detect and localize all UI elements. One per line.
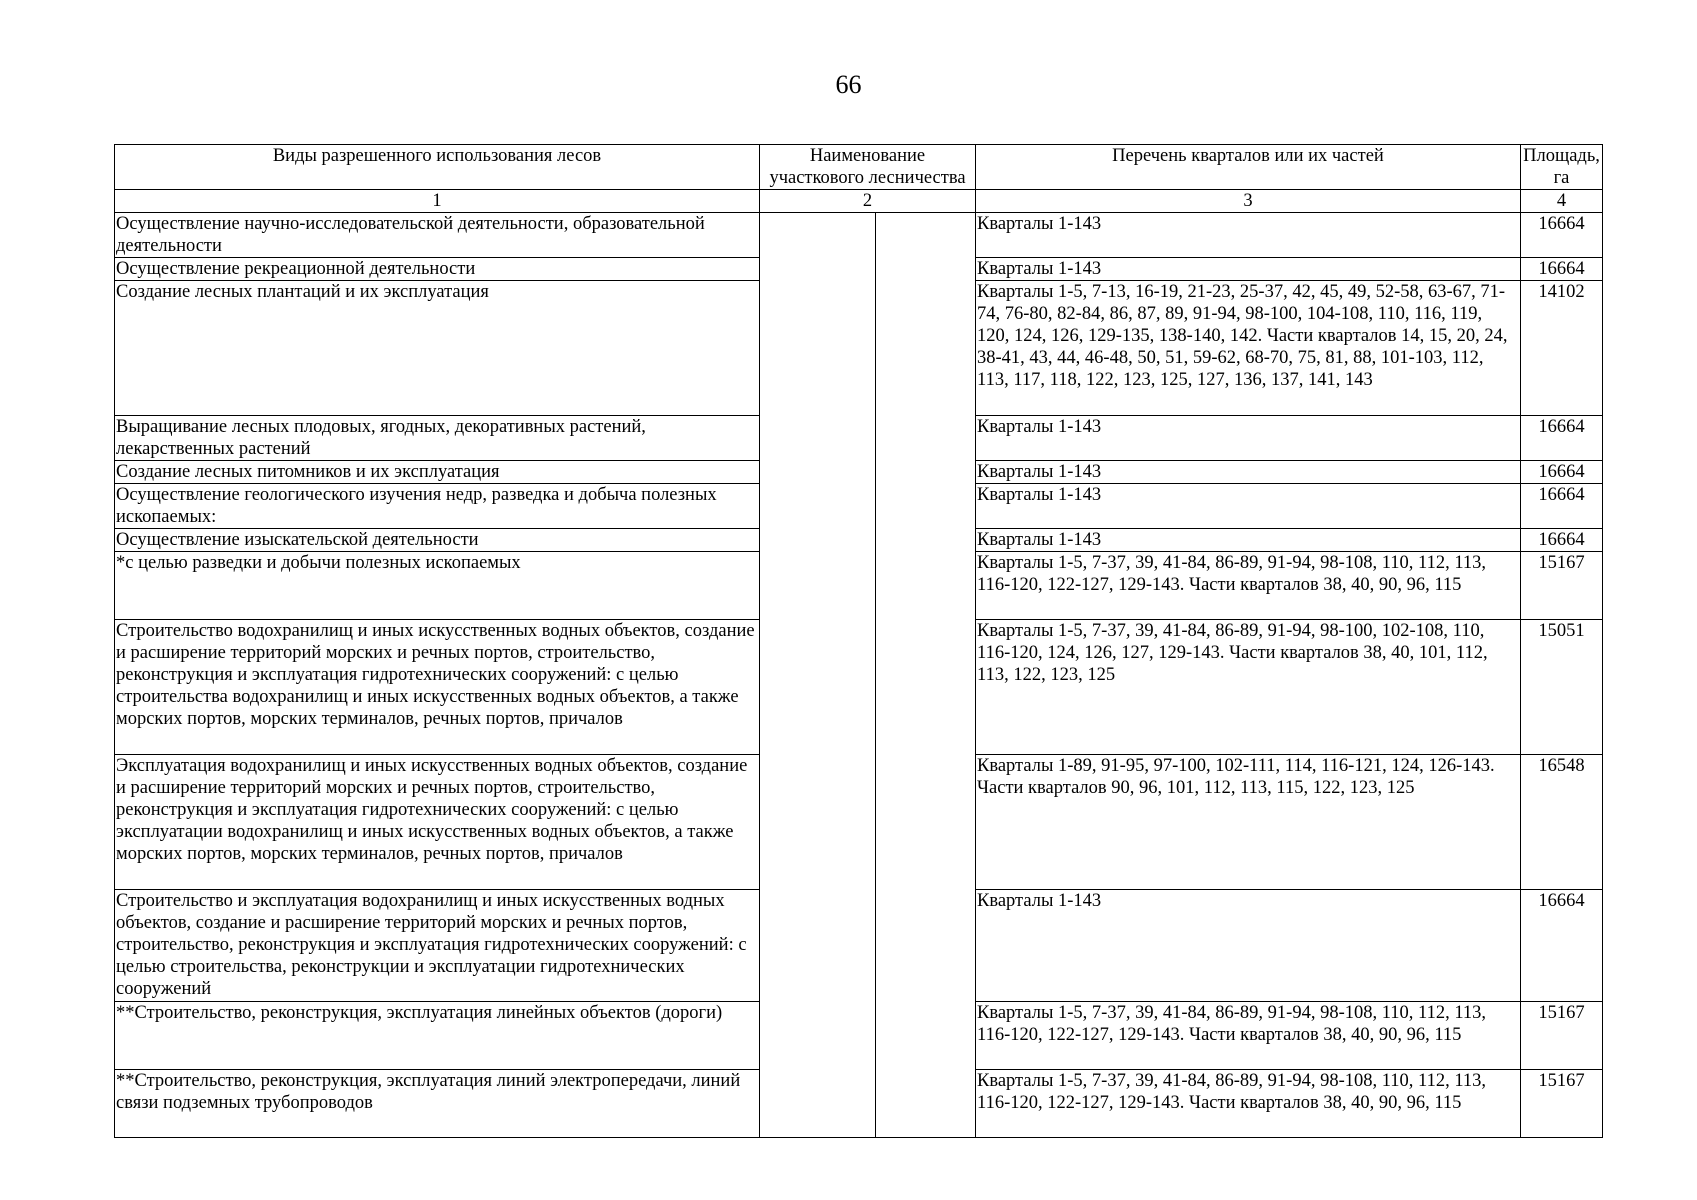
area-cell: 15167 [1521,1070,1603,1138]
use-type-cell: **Строительство, реконструкция, эксплуатация линий электропередачи, линий связи подземных трубопроводов [115,1070,760,1138]
use-type-cell: Осуществление изыскательской деятельности [115,529,760,552]
use-type-cell: Строительство водохранилищ и иных искусственных водных объектов, создание и расширение территорий морских и речных портов, строительство, реконструкция и эксплуатация гидротехнических сооружений: с целью строительства водохранилищ и иных искусственных водных объектов, а также морских портов, морских терминалов, речных портов, причалов [115,620,760,755]
use-type-cell: Строительство и эксплуатация водохранилищ и иных искусственных водных объектов, создание и расширение территорий морских и речных портов, строительство, реконструкция и эксплуатация гидротехнических сооружений: с целью строительства, реконструкции и эксплуатации гидротехнических сооружений [115,890,760,1002]
quarters-cell: Кварталы 1-143 [976,890,1521,1002]
use-type-cell: Создание лесных плантаций и их эксплуатация [115,281,760,416]
area-cell: 16664 [1521,529,1603,552]
table-header-row [115,145,1603,190]
page-number: 66 [835,70,862,99]
quarters-cell: Кварталы 1-89, 91-95, 97-100, 102-111, 114, 116-121, 124, 126-143. Части кварталов 90, 96, 101, 112, 113, 115, 122, 123, 125 [976,755,1521,890]
area-cell: 16664 [1521,461,1603,484]
use-type-cell: *с целью разведки и добычи полезных ископаемых [115,552,760,620]
use-type-cell: Эксплуатация водохранилищ и иных искусственных водных объектов, создание и расширение территорий морских и речных портов, строительство, реконструкция и эксплуатация гидротехнических сооружений: с целью эксплуатации водохранилищ и иных искусственных водных объектов, а также морских портов, морских терминалов, речных портов, причалов [115,755,760,890]
area-cell: 16664 [1521,890,1603,1002]
column-number-1: 1 [115,190,760,213]
quarters-cell: Кварталы 1-5, 7-37, 39, 41-84, 86-89, 91-94, 98-108, 110, 112, 113, 116-120, 122-127, 129-143. Части кварталов 38, 40, 90, 96, 115 [976,1070,1521,1138]
header-district-name: Наименование участкового лесничества [760,145,976,190]
header-use-type: Виды разрешенного использования лесов [115,145,760,190]
header-area: Площадь, га [1521,145,1603,190]
area-cell: 14102 [1521,281,1603,416]
use-type-cell: Выращивание лесных плодовых, ягодных, декоративных растений, лекарственных растений [115,416,760,461]
quarters-cell: Кварталы 1-5, 7-13, 16-19, 21-23, 25-37, 42, 45, 49, 52-58, 63-67, 71-74, 76-80, 82-84, 86, 87, 89, 91-94, 98-100, 104-108, 110, 116, 119, 120, 124, 126, 129-135, 138-140, 142. Части кварталов 14, 15, 20, 24, 38-41, 43, 44, 46-48, 50, 51, 59-62, 68-70, 75, 81, 88, 101-103, 112, 113, 117, 118, 122, 123, 125, 127, 136, 137, 141, 143 [976,281,1521,416]
column-number-3: 3 [976,190,1521,213]
use-type-cell: Создание лесных питомников и их эксплуатация [115,461,760,484]
header-quarters-list: Перечень кварталов или их частей [976,145,1521,190]
forest-use-table [114,144,1603,1138]
area-cell: 16664 [1521,484,1603,529]
use-type-cell: Осуществление научно-исследовательской деятельности, образовательной деятельности [115,213,760,258]
quarters-cell: Кварталы 1-143 [976,416,1521,461]
area-cell: 15051 [1521,620,1603,755]
quarters-cell: Кварталы 1-143 [976,529,1521,552]
quarters-cell: Кварталы 1-143 [976,484,1521,529]
quarters-cell: Кварталы 1-5, 7-37, 39, 41-84, 86-89, 91-94, 98-100, 102-108, 110, 116-120, 124, 126, 127, 129-143. Части кварталов 38, 40, 101, 112, 113, 122, 123, 125 [976,620,1521,755]
quarters-cell: Кварталы 1-5, 7-37, 39, 41-84, 86-89, 91-94, 98-108, 110, 112, 113, 116-120, 122-127, 129-143. Части кварталов 38, 40, 90, 96, 115 [976,552,1521,620]
area-cell: 16664 [1521,213,1603,258]
area-cell: 15167 [1521,552,1603,620]
table-row [115,213,1603,258]
column-number-2: 2 [760,190,976,213]
district-name-subcell [876,213,976,1138]
use-type-cell: **Строительство, реконструкция, эксплуатация линейных объектов (дороги) [115,1002,760,1070]
quarters-cell: Кварталы 1-5, 7-37, 39, 41-84, 86-89, 91-94, 98-108, 110, 112, 113, 116-120, 122-127, 129-143. Части кварталов 38, 40, 90, 96, 115 [976,1002,1521,1070]
district-name-cell [760,213,876,1138]
use-type-cell: Осуществление рекреационной деятельности [115,258,760,281]
area-cell: 16548 [1521,755,1603,890]
quarters-cell: Кварталы 1-143 [976,213,1521,258]
column-number-row [115,190,1603,213]
quarters-cell: Кварталы 1-143 [976,258,1521,281]
area-cell: 16664 [1521,416,1603,461]
column-number-4: 4 [1521,190,1603,213]
quarters-cell: Кварталы 1-143 [976,461,1521,484]
area-cell: 15167 [1521,1002,1603,1070]
use-type-cell: Осуществление геологического изучения недр, разведка и добыча полезных ископаемых: [115,484,760,529]
area-cell: 16664 [1521,258,1603,281]
